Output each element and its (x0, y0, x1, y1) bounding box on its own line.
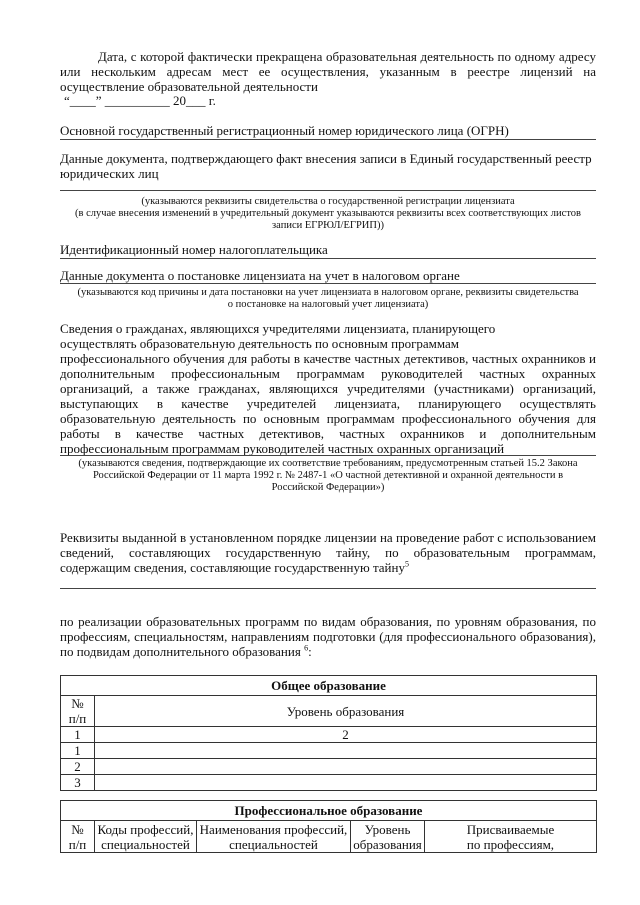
tax-note2: о постановке на налоговый учет лицензиата) (227, 299, 429, 310)
ogrn-label: Основной государственный регистрационный номер юридического лица (ОГРН) (60, 123, 509, 138)
programs-line3 (60, 644, 596, 659)
founders-note1: (указываются сведения, подтверждающие их соответствие требованиям, предусмотренным статьей 15.2 Закона (78, 458, 578, 469)
tax-label: Данные документа о постановке лицензиата на учет в налоговом органе (60, 268, 460, 283)
ogrn-field-line[interactable] (60, 139, 596, 140)
founders-line6: выступающих в качестве учредителей лицензиата, планирующего осуществлять (60, 396, 596, 411)
inn-field-line[interactable] (60, 258, 596, 259)
founders-line3: профессионального обучения для работы в качестве частных детективов, частных охранников и (60, 351, 596, 366)
prof-table-title: Профессиональное образование (61, 801, 597, 821)
founders-field-line[interactable] (60, 455, 596, 456)
inn-label: Идентификационный номер налогоплательщика (60, 242, 328, 257)
founders-note2: Российской Федерации от 11 марта 1992 г. № 2487-1 «О частной детективной и охранной деятельности в (92, 470, 564, 481)
egrul-note2: (в случае внесения изменений в учредительный документ указываются реквизиты всех соответствующих листов (75, 208, 581, 219)
closure-date-field[interactable]: “____” __________ 20___ г. (64, 93, 216, 108)
founders-line9: профессиональным программам руководителей частных охранных организаций (60, 441, 505, 456)
secret-line3 (60, 560, 596, 575)
founders-line7: образовательную деятельность по основным программам профессионального обучения для (60, 411, 596, 426)
closure-date-line1: Дата, с которой фактически прекращена образовательная деятельность по одному адресу (98, 49, 596, 64)
founders-line8: работы в качестве частных детективов, частных охранников и дополнительным (60, 426, 596, 441)
prof-col-qualifications: Присваиваемые по профессиям, (425, 821, 597, 853)
egrul-field-line[interactable] (60, 190, 596, 191)
founders-line1: Сведения о гражданах, являющихся учредителями лицензиата, планирующего (60, 321, 496, 336)
prof-col-codes: Коды профессий, специальностей (95, 821, 197, 853)
secret-line2: сведений, составляющих государственную тайну, по образовательным программам, (60, 545, 596, 560)
general-row-level-cell[interactable] (95, 775, 597, 791)
general-row-num: 2 (61, 759, 95, 775)
tax-field-line[interactable] (60, 283, 596, 284)
general-row-num: 3 (61, 775, 95, 791)
programs-colon: : (308, 644, 312, 659)
programs-line3-text: по подвидам дополнительного образования (60, 644, 305, 659)
secret-line1: Реквизиты выданной в установленном порядке лицензии на проведение работ с использованием (60, 530, 596, 545)
general-index-level: 2 (95, 727, 597, 743)
prof-col-num: № п/п (61, 821, 95, 853)
prof-col-level: Уровень образования (351, 821, 425, 853)
egrul-note1: (указываются реквизиты свидетельства о государственной регистрации лицензиата (141, 196, 515, 207)
founders-line4: дополнительным профессиональным программам руководителей частных охранных (60, 366, 596, 381)
general-col-num: № п/п (61, 696, 95, 727)
general-education-table (60, 675, 597, 791)
closure-date-line3: осуществление образовательной деятельности (60, 79, 318, 94)
closure-date-line2: или нескольким адресам мест ее осуществления, указанным в реестре лицензий на (60, 64, 596, 79)
general-row-level-cell[interactable] (95, 743, 597, 759)
founders-note3: Российской Федерации») (271, 482, 385, 493)
professional-education-table (60, 800, 597, 853)
general-row-level-cell[interactable] (95, 759, 597, 775)
programs-line2: профессиям, специальностям, направлениям подготовки (для профессионального образования), (60, 629, 596, 644)
general-index-num: 1 (61, 727, 95, 743)
prof-col-names: Наименования профессий, специальностей (197, 821, 351, 853)
general-col-level: Уровень образования (95, 696, 597, 727)
programs-footnote: 6 (304, 643, 309, 653)
secret-line3-text: содержащим сведения, составляющие государственную тайну (60, 560, 405, 575)
egrul-line2: юридических лиц (60, 166, 159, 181)
tax-note1: (указываются код причины и дата постановки на учет лицензиата в налоговом органе, реквизиты свидетельства (77, 287, 579, 298)
egrul-line1: Данные документа, подтверждающего факт внесения записи в Единый государственный реестр (60, 151, 592, 166)
general-table-title: Общее образование (61, 676, 597, 696)
secret-footnote: 5 (404, 559, 409, 569)
general-row-num: 1 (61, 743, 95, 759)
secret-field-line[interactable] (60, 588, 596, 589)
founders-line2: осуществлять образовательную деятельность по основным программам (60, 336, 460, 351)
founders-line5: организаций, а также гражданах, являющихся учредителями (участниками) организаций, (60, 381, 596, 396)
programs-line1: по реализации образовательных программ по видам образования, по уровням образования, по (60, 614, 596, 629)
egrul-note3: записи ЕГРЮЛ/ЕГРИП)) (272, 220, 384, 231)
